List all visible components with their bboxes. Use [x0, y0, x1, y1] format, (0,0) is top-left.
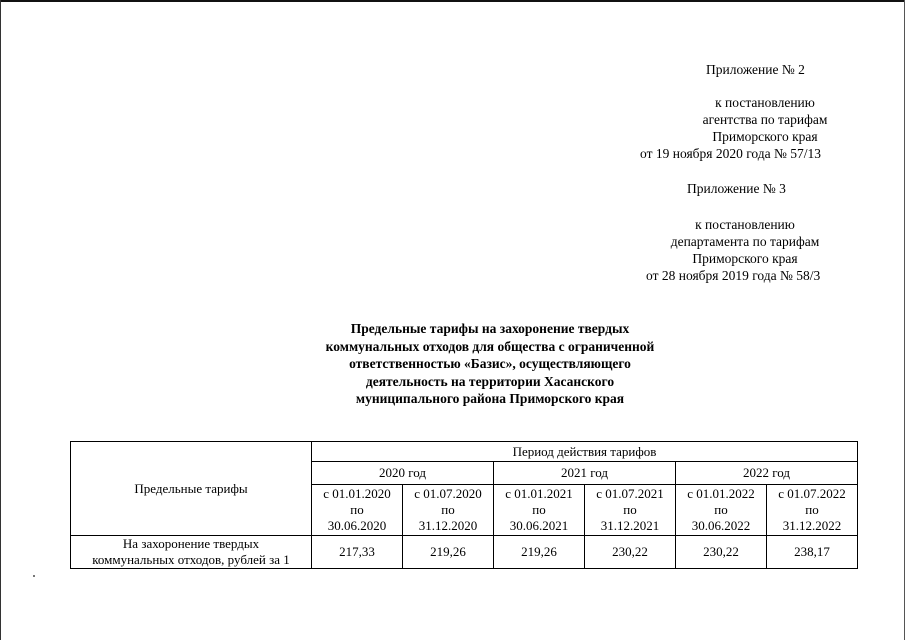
- year-header-2022: 2022 год: [676, 462, 858, 485]
- document-title-line4: деятельность на территории Хасанского: [365, 373, 615, 389]
- scan-speck: [33, 575, 35, 577]
- tariff-value: 230,22: [585, 536, 676, 569]
- appendix-3-line4: от 28 ноября 2019 года № 58/3: [646, 268, 821, 283]
- document-title-line3: ответственностью «Базис», осуществляющего: [349, 356, 631, 372]
- period-by: по: [714, 502, 728, 517]
- period-to: 31.12.2022: [782, 518, 842, 533]
- period-by: по: [441, 502, 455, 517]
- period-from: с 01.01.2022: [687, 486, 755, 501]
- page-frame-top: [0, 0, 905, 2]
- period-from: с 01.01.2020: [323, 486, 391, 501]
- period-cell: [767, 485, 858, 536]
- year-header-2020: 2020 год: [312, 462, 494, 485]
- period-header: Период действия тарифов: [312, 442, 858, 462]
- period-cell: [676, 485, 767, 536]
- tariff-value: 219,26: [494, 536, 585, 569]
- document-title-line1: Предельные тарифы на захоронение твердых: [350, 321, 630, 336]
- period-cell: [312, 485, 403, 536]
- page-frame-left: [0, 0, 1, 640]
- period-from: с 01.01.2021: [505, 486, 573, 501]
- period-cell: [403, 485, 494, 536]
- period-to: 30.06.2021: [509, 518, 569, 533]
- appendix-2-line3: Приморского края: [712, 129, 818, 144]
- appendix-2-line1: к постановлению: [715, 95, 815, 110]
- document-title-line2: коммунальных отходов для общества с ограниченной: [325, 338, 655, 354]
- period-by: по: [532, 502, 546, 517]
- period-by: по: [350, 502, 364, 517]
- tariff-value: 219,26: [403, 536, 494, 569]
- row-label-line1: На захоронение твердых: [122, 536, 260, 551]
- row-label: [71, 536, 312, 569]
- year-header-2021: 2021 год: [494, 462, 676, 485]
- appendix-2-title: Приложение № 2: [706, 62, 805, 77]
- document-title-line5: муниципального района Приморского края: [355, 391, 625, 407]
- appendix-3-line3: Приморского края: [692, 251, 798, 266]
- period-to: 31.12.2021: [600, 518, 660, 533]
- tariff-value: 217,33: [312, 536, 403, 569]
- period-from: с 01.07.2020: [414, 486, 482, 501]
- period-to: 30.06.2020: [327, 518, 387, 533]
- appendix-3-title: Приложение № 3: [687, 181, 786, 196]
- period-by: по: [623, 502, 637, 517]
- appendix-3-line2: департамента по тарифам: [670, 234, 820, 249]
- corner-header: Предельные тарифы: [71, 442, 312, 536]
- appendix-2-line4: от 19 ноября 2020 года № 57/13: [640, 146, 822, 161]
- period-by: по: [805, 502, 819, 517]
- period-cell: [585, 485, 676, 536]
- appendix-2-line2: агентства по тарифам: [702, 112, 828, 127]
- appendix-3-line1: к постановлению: [695, 217, 795, 232]
- period-from: с 01.07.2021: [596, 486, 664, 501]
- table-row: [71, 536, 858, 569]
- tariff-table: [70, 441, 858, 569]
- tariff-value: 230,22: [676, 536, 767, 569]
- period-to: 31.12.2020: [418, 518, 478, 533]
- period-cell: [494, 485, 585, 536]
- tariff-value: 238,17: [767, 536, 858, 569]
- document-title: [255, 320, 725, 408]
- period-to: 30.06.2022: [691, 518, 751, 533]
- period-from: с 01.07.2022: [778, 486, 846, 501]
- row-label-line2: коммунальных отходов, рублей за 1: [92, 552, 290, 567]
